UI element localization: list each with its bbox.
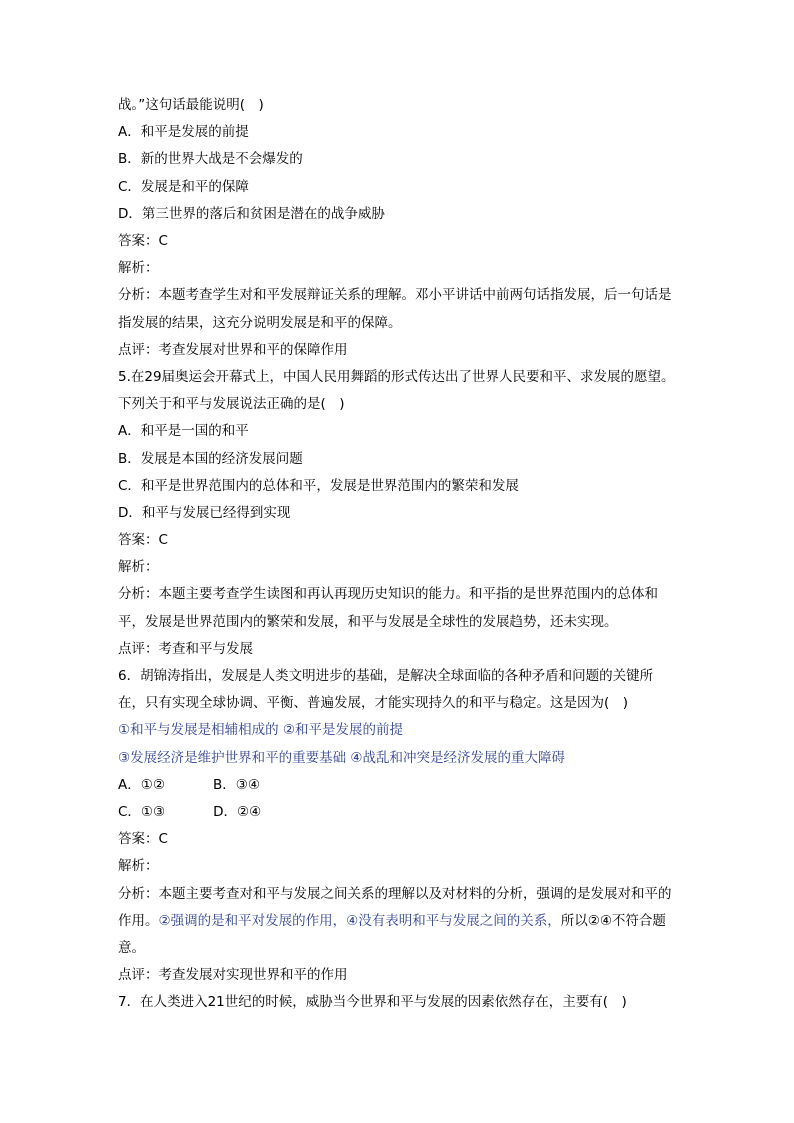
q5-option-a: A．和平是一国的和平 [118, 423, 249, 440]
q6-options-row-1 [118, 772, 678, 799]
q6-option-d: D．②④ [213, 804, 262, 820]
q5-option-c: C．和平是世界范围内的总体和平，发展是世界范围内的繁荣和发展 [118, 477, 519, 494]
q5-analysis: 分析：本题主要考查学生读图和再认再现历史知识的能力。和平指的是世界范围内的总体和平，发展是世界范围内的繁荣和发展，和平与发展是全球性的发展趋势，还未实现。 [118, 586, 658, 630]
q6-answer: 答案：C [118, 831, 168, 848]
q4-analysis-label: 解析： [118, 260, 159, 277]
q6-analysis-part-1: 分析：本题主要考查对和平与发展之间关系的理解以及对材料的分析，强调的是发展对和平的作用。 [118, 885, 672, 929]
q4-comment: 点评：考查发展对世界和平的保障作用 [118, 341, 348, 358]
q6-analysis-label: 解析： [118, 858, 159, 875]
q4-option-c: C．发展是和平的保障 [118, 178, 249, 195]
q6-analysis [118, 881, 678, 963]
q6-analysis-highlight: ②强调的是和平对发展的作用，④没有表明和平与发展之间的关系， [158, 912, 561, 929]
q6-option-a: A．①② [118, 776, 165, 793]
q6-option-b: B．③④ [212, 776, 260, 793]
q4-option-d: D．第三世界的落后和贫困是潜在的战争威胁 [118, 205, 385, 222]
document-content [118, 92, 678, 1017]
q6-option-c: C．①③ [118, 804, 166, 820]
q4-option-a: A．和平是发展的前提 [118, 124, 249, 141]
q5-analysis-label: 解析： [118, 559, 159, 576]
q4-analysis: 分析：本题考查学生对和平发展辩证关系的理解。邓小平讲话中前两句话指发展，后一句话是指发展的结果，这充分说明发展是和平的保障。 [118, 287, 672, 331]
q4-stem-tail: 战。”这句话最能说明( ) [118, 97, 264, 113]
q5-option-d: D．和平与发展已经得到实现 [118, 504, 291, 521]
q6-options-row-2 [118, 799, 678, 826]
q5-stem: 5.在29届奥运会开幕式上，中国人民用舞蹈的形式传达出了世界人民要和平、求发展的愿望。下列关于和平与发展说法正确的是( ) [118, 368, 675, 413]
q5-answer: 答案：C [118, 532, 168, 549]
q5-option-b: B．发展是本国的经济发展问题 [118, 450, 303, 467]
q6-statements-2: ③发展经济是维护世界和平的重要基础 ④战乱和冲突是经济发展的重大障碍 [118, 749, 565, 766]
q7-stem: 7．在人类进入21世纪的时候，威胁当今世界和平与发展的因素依然存在，主要有( ) [118, 994, 627, 1011]
q4-answer: 答案：C [118, 232, 168, 249]
q4-option-b: B．新的世界大战是不会爆发的 [118, 151, 303, 168]
q6-analysis-part-2: 所以②④不符合题意。 [118, 912, 666, 956]
q6-statements-1: ①和平与发展是相辅相成的 ②和平是发展的前提 [118, 722, 403, 739]
q6-stem: 6．胡锦涛指出，发展是人类文明进步的基础，是解决全球面临的各种矛盾和问题的关键所在，只有实现全球协调、平衡、普遍发展，才能实现持久的和平与稳定。这是因为( ) [118, 668, 654, 712]
q6-comment: 点评：考查发展对实现世界和平的作用 [118, 967, 348, 984]
q5-comment: 点评：考查和平与发展 [118, 640, 253, 657]
